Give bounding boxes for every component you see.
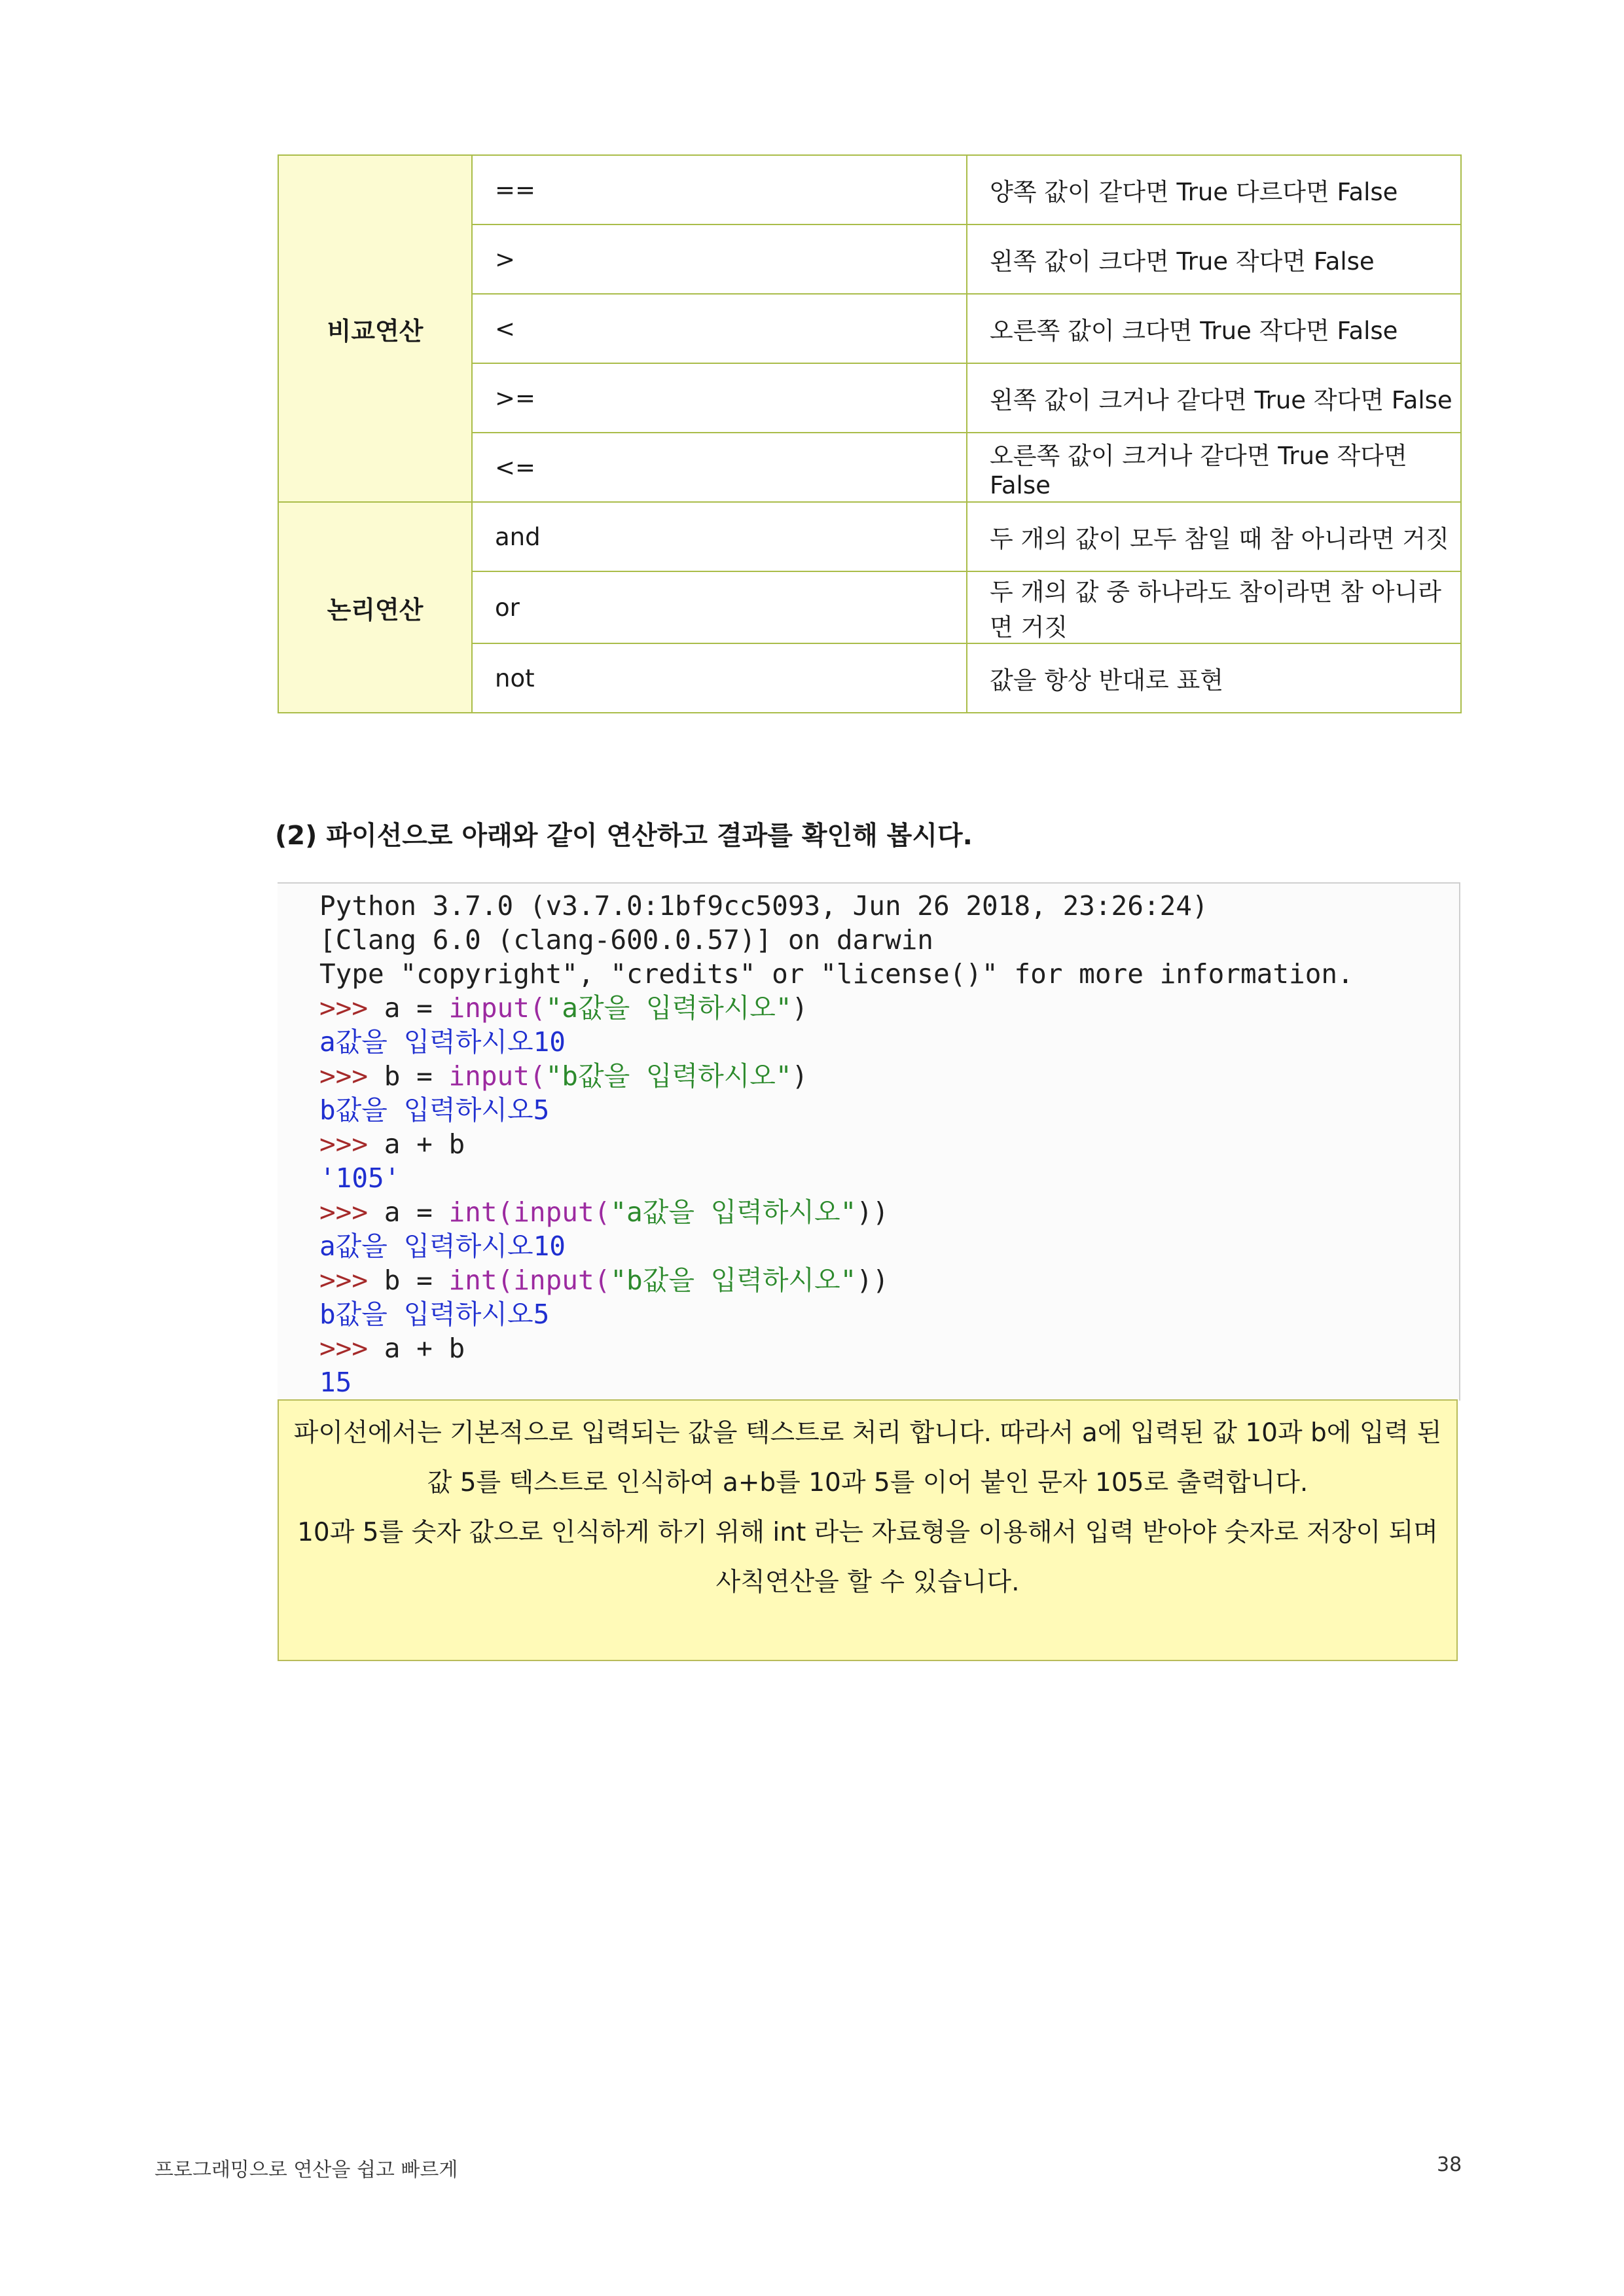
shell-output: 15: [319, 1367, 352, 1398]
code-text: a + b: [384, 1333, 465, 1364]
code-header-line: Type "copyright", "credits" or "license()" for more information.: [319, 958, 1354, 990]
operator-cell: or: [472, 571, 967, 643]
code-string: "b값을 입력하시오": [545, 1060, 792, 1092]
table-row: [278, 502, 1461, 571]
page-number: 38: [1437, 2153, 1462, 2176]
code-function: int(input(: [448, 1196, 611, 1228]
code-string: "a값을 입력하시오": [545, 992, 792, 1024]
shell-prompt: >>>: [319, 1060, 384, 1092]
description-cell: 왼쪽 값이 크거나 같다면 True 작다면 False: [967, 363, 1461, 433]
footer-title: 프로그래밍으로 연산을 쉽고 빠르게: [154, 2159, 458, 2181]
shell-output: b값을 입력하시오5: [319, 1094, 550, 1126]
code-text: ): [791, 992, 808, 1024]
code-text: ): [791, 1060, 808, 1092]
code-listing: [278, 884, 1459, 1399]
code-text: b =: [384, 1060, 449, 1092]
code-header-line: Python 3.7.0 (v3.7.0:1bf9cc5093, Jun 26 2018, 23:26:24): [319, 890, 1208, 922]
operator-cell: >: [472, 224, 967, 294]
shell-prompt: >>>: [319, 992, 384, 1024]
code-string: "b값을 입력하시오": [610, 1265, 857, 1296]
code-text: )): [856, 1196, 889, 1228]
description-cell: 두 개의 값이 모두 참일 때 참 아니라면 거짓: [967, 502, 1461, 571]
category-cell-comparison: 비교연산: [278, 155, 472, 502]
python-shell-screenshot: [278, 882, 1460, 1401]
section-title: (2) 파이선으로 아래와 같이 연산하고 결과를 확인해 봅시다.: [275, 821, 973, 851]
operator-table: [278, 154, 1462, 713]
code-function: int(input(: [448, 1265, 611, 1296]
category-cell-logical: 논리연산: [278, 502, 472, 713]
explanation-box: [278, 1399, 1458, 1661]
shell-output: b값을 입력하시오5: [319, 1299, 550, 1330]
explanation-line: 파이선에서는 기본적으로 입력되는 값을 텍스트로 처리 합니다. 따라서 a에 입력된 값 10과 b에 입력 된: [293, 1418, 1442, 1448]
description-cell: 값을 항상 반대로 표현: [967, 643, 1461, 713]
shell-prompt: >>>: [319, 1128, 384, 1160]
shell-prompt: >>>: [319, 1265, 384, 1296]
explanation-line: 사칙연산을 할 수 있습니다.: [715, 1568, 1020, 1597]
code-header-line: [Clang 6.0 (clang-600.0.57)] on darwin: [319, 924, 933, 956]
description-cell: 오른쪽 값이 크거나 같다면 True 작다면 False: [967, 433, 1461, 502]
description-cell: 오른쪽 값이 크다면 True 작다면 False: [967, 294, 1461, 363]
table-row: [278, 155, 1461, 224]
code-text: a =: [384, 1196, 449, 1228]
operator-cell: ==: [472, 155, 967, 224]
code-string: "a값을 입력하시오": [610, 1196, 857, 1228]
operator-cell: and: [472, 502, 967, 571]
description-cell: 왼쪽 값이 크다면 True 작다면 False: [967, 224, 1461, 294]
shell-prompt: >>>: [319, 1333, 384, 1364]
code-text: a + b: [384, 1128, 465, 1160]
operator-cell: <=: [472, 433, 967, 502]
description-cell: 두 개의 값 중 하나라도 참이라면 참 아니라면 거짓: [967, 571, 1461, 643]
shell-output: a값을 입력하시오10: [319, 1026, 566, 1058]
code-function: input(: [448, 992, 546, 1024]
code-function: input(: [448, 1060, 546, 1092]
explanation-line: 10과 5를 숫자 값으로 인식하게 하기 위해 int 라는 자료형을 이용해서 입력 받아야 숫자로 저장이 되며: [297, 1518, 1438, 1547]
code-text: )): [856, 1265, 889, 1296]
operator-cell: >=: [472, 363, 967, 433]
operator-cell: <: [472, 294, 967, 363]
description-cell: 양쪽 값이 같다면 True 다르다면 False: [967, 155, 1461, 224]
code-text: b =: [384, 1265, 449, 1296]
shell-output: a값을 입력하시오10: [319, 1230, 566, 1262]
shell-output: '105': [319, 1162, 401, 1194]
explanation-line: 값 5를 텍스트로 인식하여 a+b를 10과 5를 이어 붙인 문자 105로 출력합니다.: [427, 1468, 1308, 1498]
code-text: a =: [384, 992, 449, 1024]
operator-cell: not: [472, 643, 967, 713]
shell-prompt: >>>: [319, 1196, 384, 1228]
